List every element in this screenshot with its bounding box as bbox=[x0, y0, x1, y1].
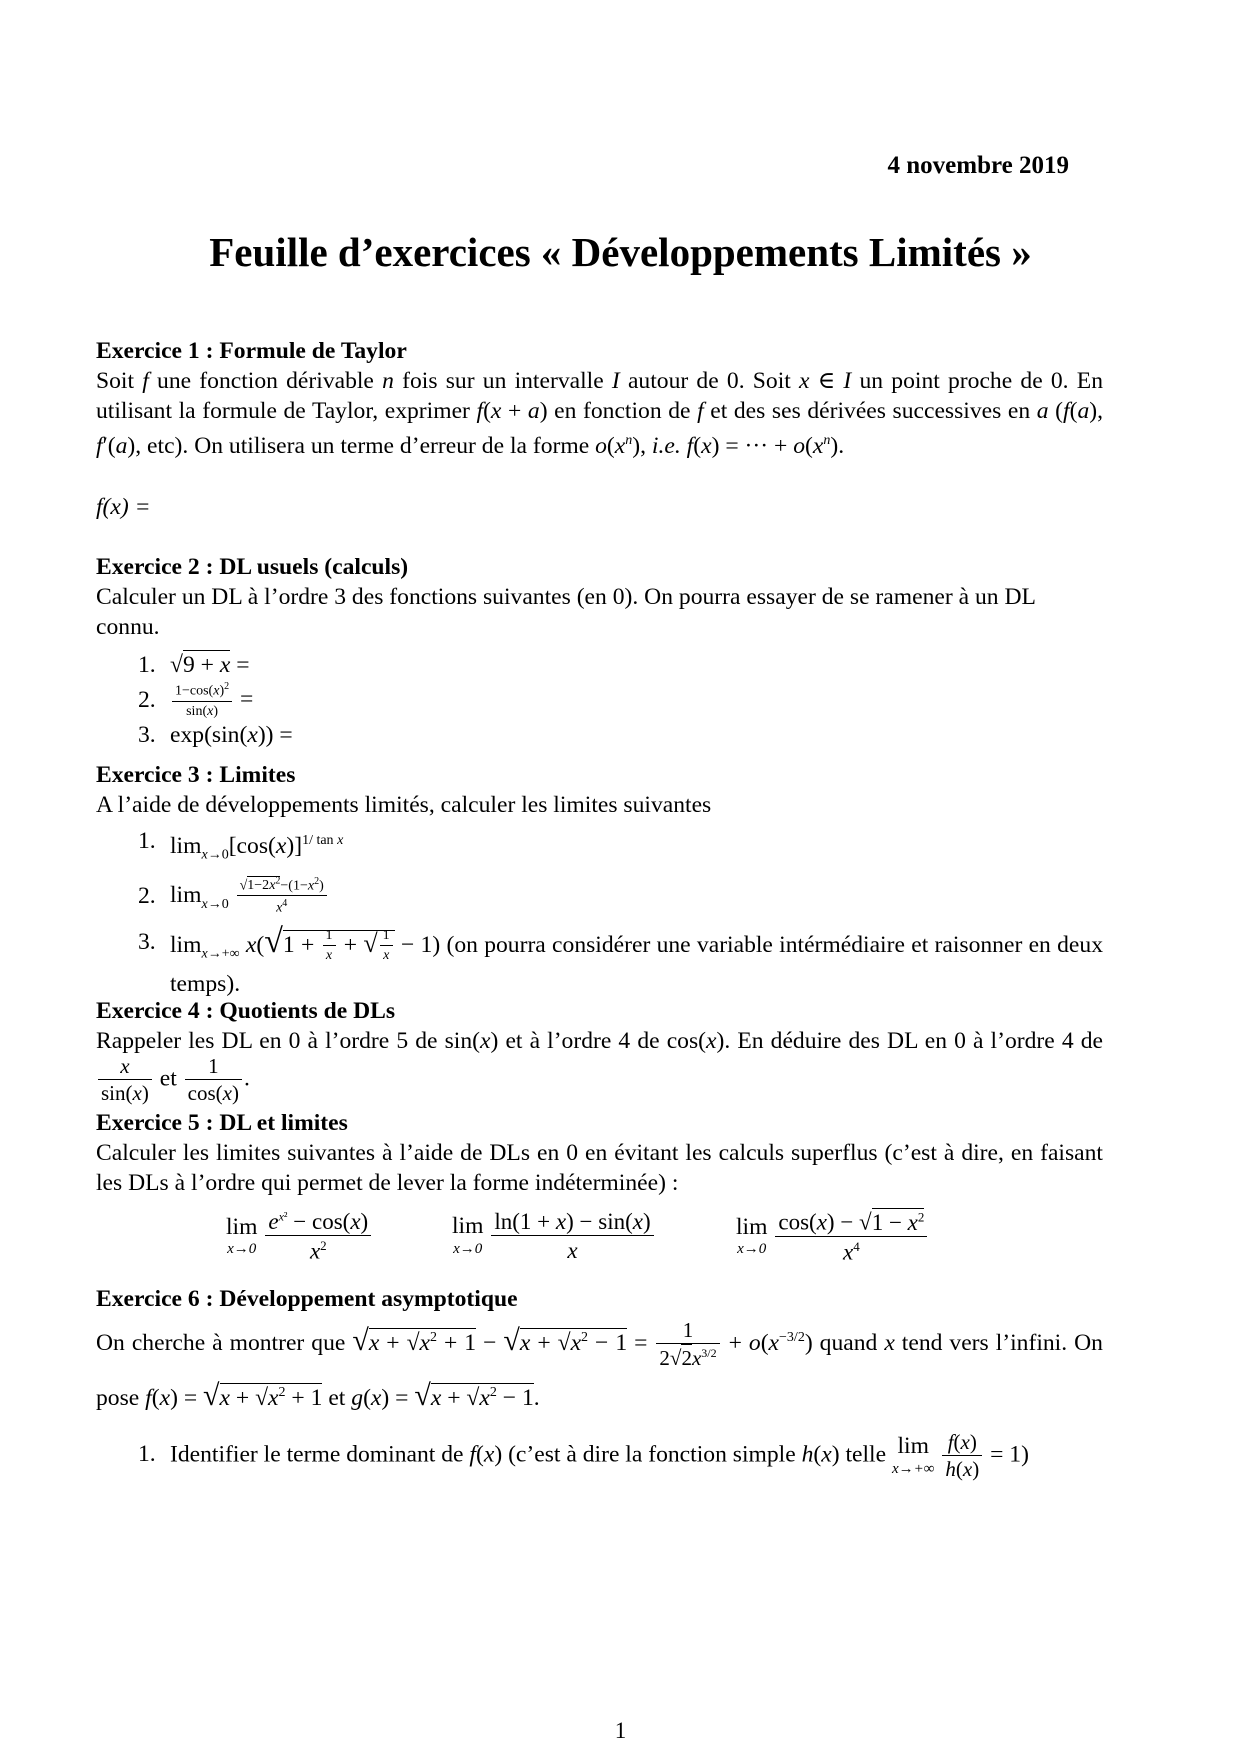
exercise-5-intro: Calculer les limites suivantes à l’aide de DLs en 0 en évitant les calculs superflus (c’est à dire, en faisant les DLs à l’ordre qui permet de lever la forme indéterminée) : bbox=[96, 1140, 1103, 1196]
exercise-4-statement: Rappeler les DL en 0 à l’ordre 5 de sin(x) et à l’ordre 4 de cos(x). En déduire des DL en 0 à l’ordre 4 de $\frac{x}{\sin(x)}$ et $\frac{1}{\cos(x)}$ . bbox=[96, 1028, 1104, 1105]
exercise-3 bbox=[96, 760, 1103, 999]
exercise-2 bbox=[96, 552, 1103, 750]
document-title: Feuille d’exercices « Développements Limités » bbox=[209, 229, 1032, 275]
exercise-2-item-2: 2. $\frac{1-\cos(x)^2}{\sin(x)}$ = bbox=[138, 681, 254, 719]
exercise-1-answer-prefix: f(x) = bbox=[96, 494, 151, 520]
exercise-6-item-1: 1. Identifier le terme dominant de f(x) (c’est à dire la fonction simple h(x) telle lim x→+∞ $\frac{f(x)}{h(x)}$ = 1) bbox=[138, 1429, 1029, 1481]
exercise-6 bbox=[96, 1284, 1103, 1480]
exercise-3-item-1: 1. $\lim_{x\to 0}[\cos(x)]^{1/ tan x}$ bbox=[138, 828, 344, 863]
exercise-3-item-2: 2. $\lim_{x\to 0}$ $\frac{√1-2x^2-(1-x^2)}{x^4}$ bbox=[96, 877, 1103, 915]
exercise-3-heading: Exercice 3 : Limites bbox=[96, 762, 296, 788]
exercise-4 bbox=[96, 996, 1103, 1104]
exercise-5 bbox=[96, 1108, 1103, 1198]
exercise-3-intro: A l’aide de développements limités, calculer les limites suivantes bbox=[96, 792, 712, 818]
exercise-1-statement: Soit f une fonction dérivable n fois sur un intervalle I autour de 0. Soit x ∈ I un point proche de 0. En utilisant la formule de Taylor, exprimer f(x + a) en fonction de f et des ses dérivées successives en a (f(a), f′(a), etc). On utilisera un terme d’erreur de la forme $o(x^n)$, i.e. f(x) = ··· + $o(x^n)$. bbox=[96, 368, 1103, 459]
exercise-3-item-3: 3. $\lim_{x\to+\infty} x(√1$ + $\frac{1}{x}$ + √ $\frac{1}{x}$ − 1) (on pourra considérer une variable intérmédiaire et raisonner en deux temps). bbox=[138, 922, 1103, 998]
exercise-5-limit-2: lim x→0 $\frac{\ln(1 + x) - \sin(x)}{x}$ bbox=[452, 1210, 656, 1262]
exercise-5-limit-3: lim x→0 $\frac{\cos(x) - √1 - x^2}{x^4}$ bbox=[736, 1210, 929, 1263]
exercise-5-heading: Exercice 5 : DL et limites bbox=[96, 1110, 348, 1136]
exercise-6-heading: Exercice 6 : Développement asymptotique bbox=[96, 1286, 518, 1312]
exercise-5-limit-1: lim x→0 $\frac{e^{x^2} - \cos(x)}{x^2}$ bbox=[226, 1210, 373, 1263]
exercise-2-statement: Calculer un DL à l’ordre 3 des fonctions suivantes (en 0). On pourra essayer de se ramener à un DL connu. bbox=[96, 584, 1036, 640]
exercise-2-item-1: 1. √9 + x = bbox=[138, 652, 250, 678]
exercise-2-item-3: 3. exp(sin(x)) = bbox=[138, 722, 293, 748]
page-number: 1 bbox=[614, 1718, 627, 1743]
exercise-1 bbox=[96, 336, 1103, 461]
document-date: 4 novembre 2019 bbox=[887, 152, 1069, 179]
exercise-6-statement: On cherche à montrer que $√x + √x^2 + 1 - √x + √x^2 - 1$ = $\frac{1}{2√2x^{3/2}}$ + $o(x^{-3/2})$ quand x tend vers l’infini. On pose $f(x) = √x + √x^2 + 1$ et $g(x) = √x + √x^2 - 1$. bbox=[96, 1317, 1103, 1412]
exercise-2-heading: Exercice 2 : DL usuels (calculs) bbox=[96, 554, 409, 580]
exercise-4-heading: Exercice 4 : Quotients de DLs bbox=[96, 998, 396, 1024]
exercise-1-heading: Exercice 1 : Formule de Taylor bbox=[96, 338, 407, 364]
